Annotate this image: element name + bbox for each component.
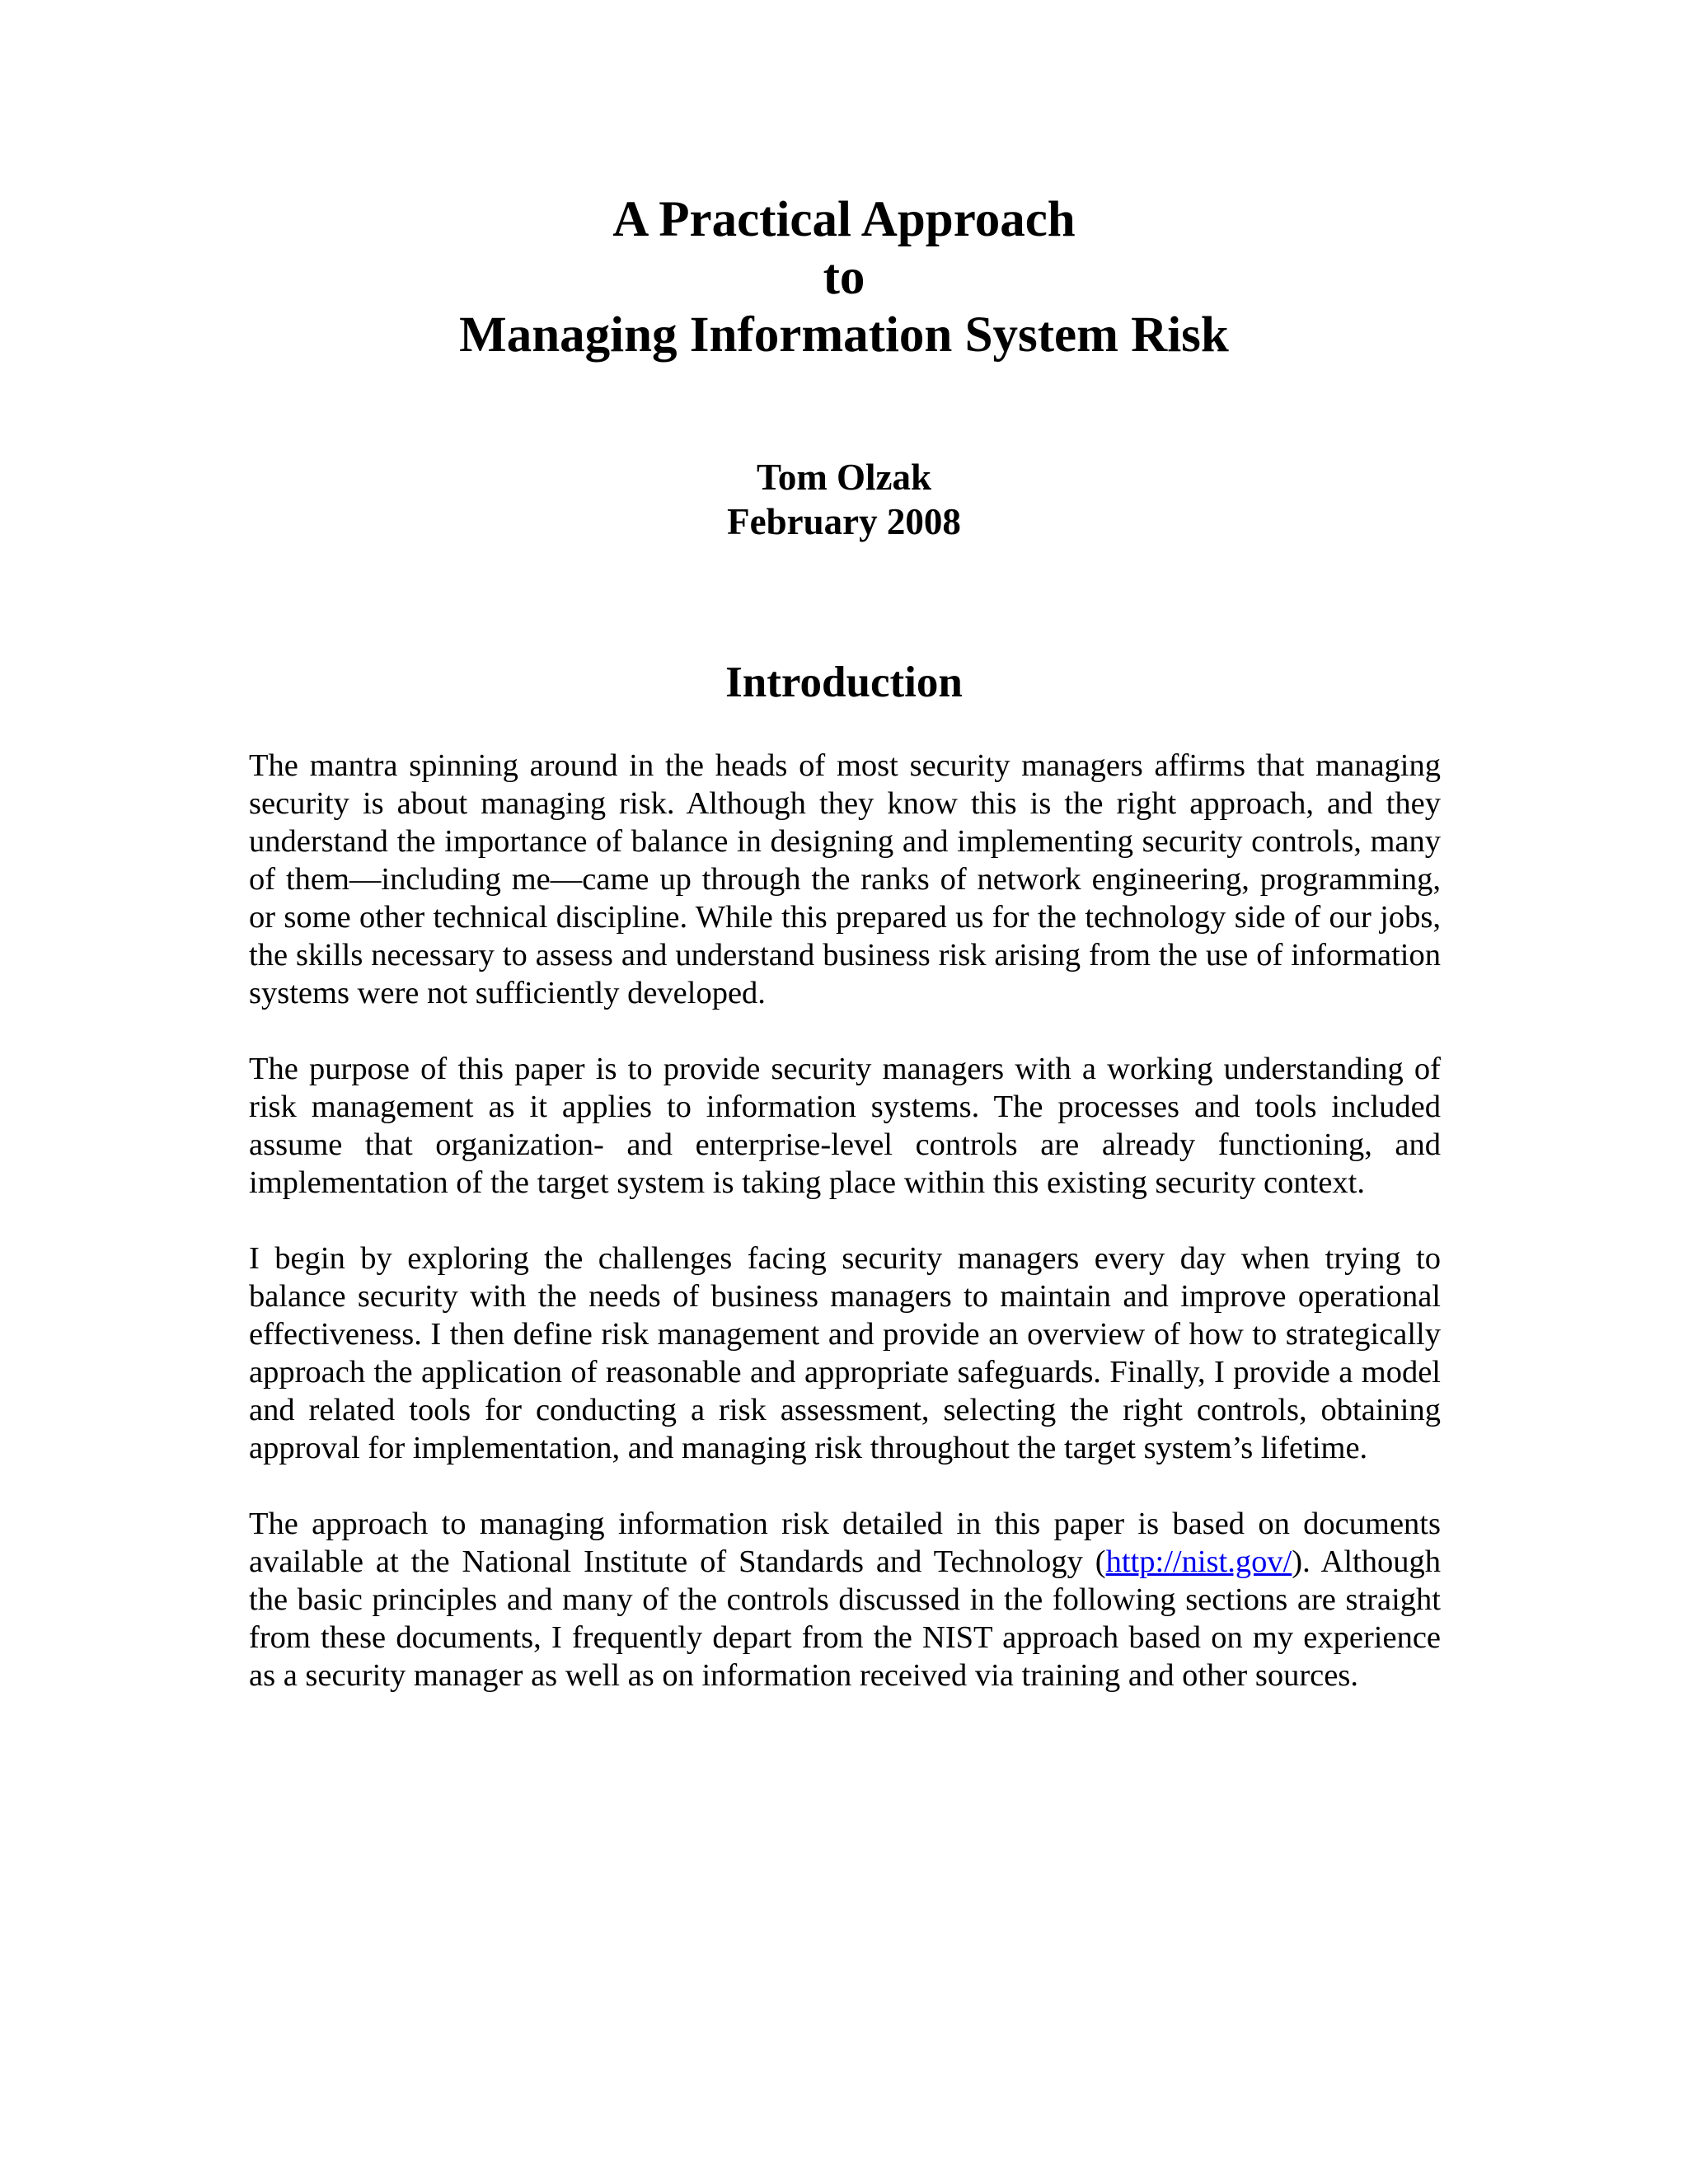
section-heading-introduction: Introduction [725, 658, 963, 706]
paragraph-4-text-after-link: ). Although the basic principles and many of the controls discussed in the following sections are straight from these documents, I frequently depart from the NIST approach based on my experience as a security manager as well as on information received via training and other sources. [249, 1544, 1441, 1693]
nist-link[interactable]: http://nist.gov/ [1105, 1544, 1292, 1579]
paragraph-4 [249, 1505, 1441, 1694]
paragraph-2: The purpose of this paper is to provide security managers with a working understanding of risk management as it applies to information systems. The processes and tools included assume that organization- and enterprise-level controls are already functioning, and implementation of the target system is taking place within this existing security context. [249, 1052, 1441, 1200]
paragraph-3: I begin by exploring the challenges facing security managers every day when trying to balance security with the needs of business managers to maintain and improve operational effectiveness. I then define risk management and provide an overview of how to strategically approach the application of reasonable and appropriate safeguards. Finally, I provide a model and related tools for conducting a risk assessment, selecting the right controls, obtaining approval for implementation, and managing risk throughout the target system’s lifetime. [249, 1241, 1441, 1465]
title-line-3: Managing Information System Risk [459, 307, 1229, 363]
body-text [249, 747, 1441, 1732]
publication-date: February 2008 [727, 501, 961, 542]
author-name: Tom Olzak [756, 457, 932, 498]
title-line-2: to [823, 250, 865, 305]
title-line-1: A Practical Approach [612, 192, 1076, 247]
paragraph-1: The mantra spinning around in the heads of most security managers affirms that managing security is about managing risk. Although they know this is the right approach, and they understand the importance of balance in designing and implementing security controls, many of them—including me—came up through the ranks of network engineering, programming, or some other technical discipline. While this prepared us for the technology side of our jobs, the skills necessary to assess and understand business risk arising from the use of information systems were not sufficiently developed. [249, 748, 1441, 1010]
byline [0, 455, 1688, 544]
paragraph-4-text-before-link: The approach to managing information risk detailed in this paper is based on documents available at the National Institute of Standards and Technology ( [249, 1507, 1441, 1579]
document-title [0, 191, 1688, 364]
